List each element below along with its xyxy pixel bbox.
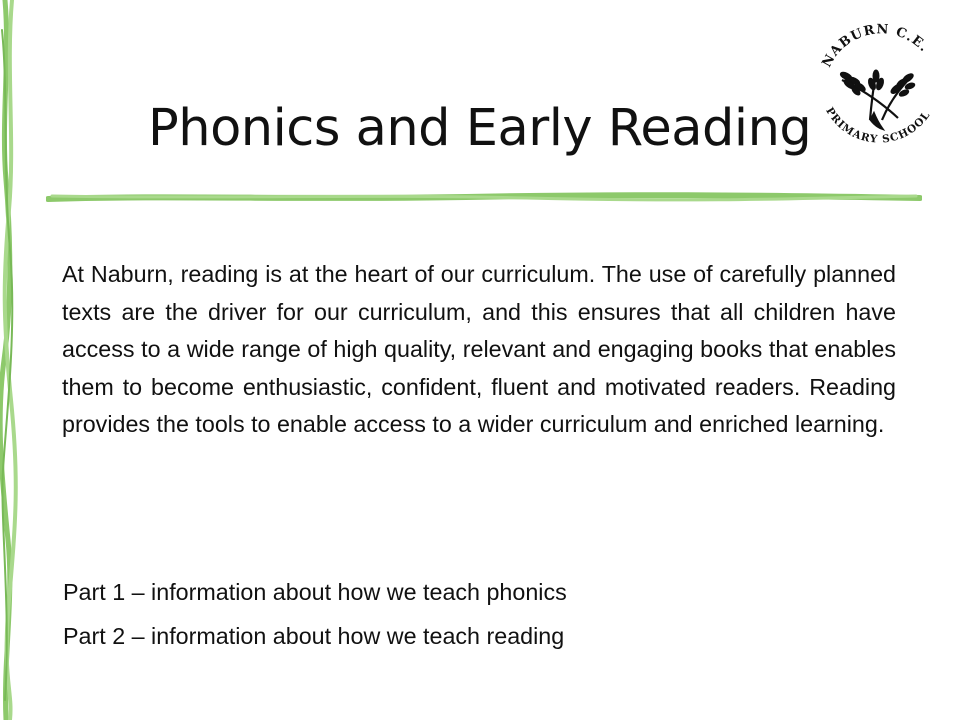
intro-paragraph: At Naburn, reading is at the heart of our curriculum. The use of carefully planned texts are the driver for our curriculum, and this ensures that all children have access to a wide range of high quality, relevant and engaging books that enables them to become enthusiastic, confident, fluent and motivated readers. Reading provides the tools to enable access to a wider curriculum and enriched learning. [62, 261, 896, 437]
school-logo [812, 20, 944, 160]
title-divider [46, 188, 922, 206]
wheat-sheaf-icon [839, 70, 915, 130]
part-1-line: Part 1 – information about how we teach phonics [63, 579, 567, 605]
logo-text-bottom: PRIMARY SCHOOL [823, 105, 933, 146]
part-2-line: Part 2 – information about how we teach reading [63, 623, 565, 649]
page-title: Phonics and Early Reading [148, 99, 812, 158]
vine-border-decoration [0, 0, 24, 720]
logo-text-top: NABURN C.E. [819, 22, 932, 70]
